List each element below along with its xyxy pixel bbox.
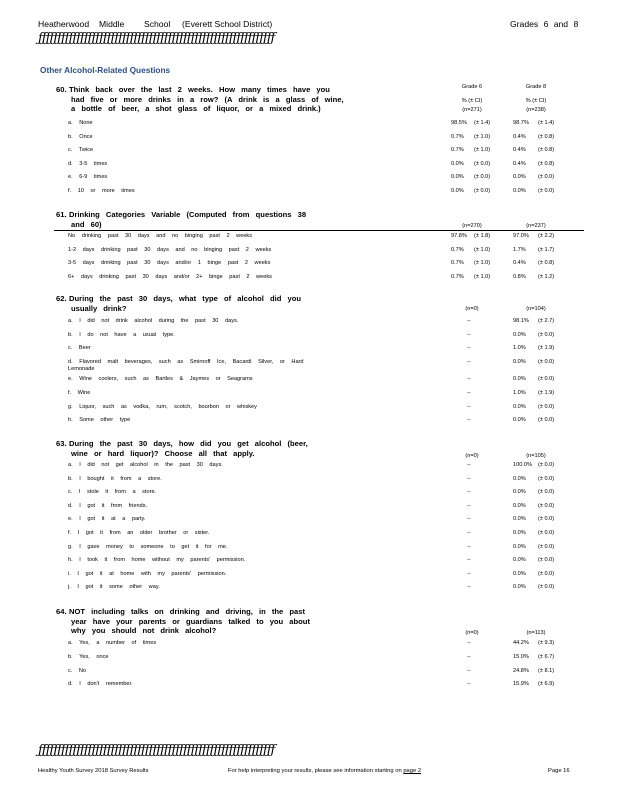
grade6-value: -- xyxy=(467,667,471,674)
grade8-value: 97.0% xyxy=(513,233,529,239)
grade8-confidence-interval: (± 0.0) xyxy=(538,187,555,194)
grade8-sample-size: (n=238) xyxy=(526,107,546,113)
grade8-confidence-interval: (± 0.0) xyxy=(538,584,555,591)
question-text-line: Drinking Categories Variable (Computed from questions 38 xyxy=(69,210,307,219)
grade8-confidence-interval: (± 1.9) xyxy=(538,390,555,396)
grade6-value: -- xyxy=(467,318,471,324)
grade8-value: 0.4% xyxy=(513,260,526,266)
grade8-confidence-interval: (± 0.0) xyxy=(538,376,555,383)
grade8-column-header: Grade 8 xyxy=(525,84,547,90)
grade8-confidence-interval: (± 0.8) xyxy=(538,160,555,167)
grade6-value: -- xyxy=(467,475,471,482)
grade8-value: 98.1% xyxy=(513,318,529,324)
bottom-decorative-rule: ƒƒƒƒƒƒƒƒƒƒƒƒƒƒƒƒƒƒƒƒƒƒƒƒƒƒƒƒƒƒƒƒƒƒƒƒƒƒƒƒƒƒƒƒƒƒƒƒƒƒƒƒƒƒƒƒƒƒƒƒƒƒ xyxy=(38,743,275,758)
grade8-value: 0.0% xyxy=(513,557,526,564)
grade8-confidence-interval: (± 0.0) xyxy=(538,403,555,410)
answer-option: a. I did not get alcohol in the past 30 days. xyxy=(68,462,223,468)
grade8-value: 0.0% xyxy=(513,187,526,194)
question-text-line: year have your parents or guardians talked to you about xyxy=(71,616,310,626)
grade6-value: -- xyxy=(467,403,471,410)
grade8-value: 1.7% xyxy=(513,246,526,253)
grade8-confidence-interval: (± 6.7) xyxy=(538,653,555,660)
grade8-value: 0.0% xyxy=(513,570,526,577)
grade8-value: 0.0% xyxy=(513,502,526,509)
grade6-value: 0.7% xyxy=(451,133,464,140)
grade6-confidence-interval: (± 1.4) xyxy=(474,120,491,126)
answer-option: f. Wine xyxy=(68,390,91,396)
school-name: Heatherwood xyxy=(38,19,90,29)
school-word: School xyxy=(144,19,171,29)
grades-label: Grades 6 and 8 xyxy=(510,19,579,29)
grade8-value: 0.0% xyxy=(513,489,526,496)
answer-option: f. I got it from an older brother or sister. xyxy=(68,530,210,536)
grade6-value: -- xyxy=(467,557,471,564)
grade6-value: -- xyxy=(467,417,471,424)
grade6-confidence-interval: (± 1.8) xyxy=(474,233,491,239)
question-text-line: why you should not drink alcohol? xyxy=(71,626,217,635)
grade8-confidence-interval: (± 0.0) xyxy=(538,462,555,468)
answer-option: g. Liquor, such as vodka, rum, scotch, bourbon or whiskey xyxy=(68,403,257,410)
grade8-confidence-interval: (± 1.9) xyxy=(538,345,555,352)
answer-option: j. I got it some other way. xyxy=(68,584,160,591)
grade6-confidence-interval: (± 1.0) xyxy=(474,273,491,280)
answer-option: b. I bought it from a store. xyxy=(68,475,162,482)
grade6-value: -- xyxy=(467,345,471,352)
question-text-line: had five or more drinks in a row? (A drink is a glass of wine, xyxy=(71,94,344,104)
grade8-confidence-interval: (± 9.3) xyxy=(538,640,555,646)
grade8-value: 0.0% xyxy=(513,174,526,180)
grade8-confidence-interval: (± 0.0) xyxy=(538,417,555,424)
grade6-confidence-interval: (± 1.0) xyxy=(474,147,491,153)
answer-option: b. I do not have a usual type. xyxy=(68,331,175,338)
grade8-value: 0.4% xyxy=(513,133,526,140)
grade8-pct-header: % (± CI) xyxy=(525,98,547,104)
grade6-pct-header: % (± CI) xyxy=(461,98,483,104)
answer-option: i. I got it at home with my parents' permission. xyxy=(68,570,227,577)
grade8-value: 100.0% xyxy=(513,462,532,468)
grade6-value: 97.8% xyxy=(451,233,467,239)
question-text-line: NOT including talks on drinking and driving, in the past xyxy=(69,607,305,616)
school-level: Middle xyxy=(99,19,125,29)
grade8-sample-size: (n=105) xyxy=(526,453,546,459)
footer-page-number: Page 16 xyxy=(548,768,570,774)
grade8-confidence-interval: (± 2.7) xyxy=(538,318,555,324)
grade6-value: 0.0% xyxy=(451,187,464,194)
grade6-value: -- xyxy=(467,653,471,660)
grade6-sample-size: (n=0) xyxy=(465,306,479,312)
answer-option: e. 6-9 times xyxy=(68,174,108,180)
grade8-confidence-interval: (± 0.8) xyxy=(538,147,555,153)
answer-option: c. No xyxy=(68,667,87,674)
grade8-value: 0.0% xyxy=(513,516,526,523)
grade8-confidence-interval: (± 6.9) xyxy=(538,681,555,688)
grade8-confidence-interval: (± 1.4) xyxy=(538,120,555,126)
section-title: Other Alcohol-Related Questions xyxy=(40,65,171,75)
grade6-column-header: Grade 6 xyxy=(461,84,483,90)
answer-option: c. I stole it from a store. xyxy=(68,489,157,496)
grade6-confidence-interval: (± 1.0) xyxy=(474,133,491,140)
question-number: 60. xyxy=(56,85,67,94)
answer-option-continued: Lemonade xyxy=(68,365,95,372)
grade8-confidence-interval: (± 0.0) xyxy=(538,570,555,577)
answer-option: c. Beer xyxy=(68,345,91,352)
grade6-value: -- xyxy=(467,331,471,338)
footer-help-link[interactable]: page 2 xyxy=(403,768,422,774)
grade8-value: 0.0% xyxy=(513,358,526,365)
grade6-sample-size: (n=271) xyxy=(462,107,482,113)
grade8-confidence-interval: (± 0.0) xyxy=(538,358,555,365)
grade8-confidence-interval: (± 0.0) xyxy=(538,530,555,536)
answer-option: b. Yes, once xyxy=(68,653,109,660)
grade6-confidence-interval: (± 0.0) xyxy=(474,174,491,180)
grade8-confidence-interval: (± 1.2) xyxy=(538,273,555,280)
answer-option: d. 3-5 times xyxy=(68,160,108,167)
grade6-sample-size: (n=0) xyxy=(465,453,479,459)
question-text-line: During the past 30 days, what type of alcohol did you xyxy=(69,294,301,303)
grade6-value: -- xyxy=(467,640,471,646)
grade8-value: 0.0% xyxy=(513,584,526,591)
grade8-value: 15.0% xyxy=(513,653,529,660)
grade6-value: 0.7% xyxy=(451,246,464,253)
grade8-value: 0.0% xyxy=(513,475,526,482)
grade6-confidence-interval: (± 1.0) xyxy=(474,246,491,253)
question-number: 61. xyxy=(56,210,67,219)
grade8-confidence-interval: (± 0.0) xyxy=(538,543,555,550)
grade8-value: 1.0% xyxy=(513,390,526,396)
grade8-value: 0.4% xyxy=(513,160,526,167)
grade6-confidence-interval: (± 1.0) xyxy=(474,260,491,266)
grade8-value: 0.8% xyxy=(513,273,526,280)
grade8-confidence-interval: (± 1.7) xyxy=(538,246,555,253)
question-number: 62. xyxy=(56,294,67,303)
question-divider xyxy=(54,230,584,231)
top-decorative-rule: ƒƒƒƒƒƒƒƒƒƒƒƒƒƒƒƒƒƒƒƒƒƒƒƒƒƒƒƒƒƒƒƒƒƒƒƒƒƒƒƒƒƒƒƒƒƒƒƒƒƒƒƒƒƒƒƒƒƒƒƒƒƒ xyxy=(38,31,275,46)
grade8-value: 0.4% xyxy=(513,147,526,153)
question-text-line: usually drink? xyxy=(71,303,127,313)
footer-help-text xyxy=(228,768,421,774)
grade8-value: 24.8% xyxy=(513,667,529,674)
grade6-value: -- xyxy=(467,584,471,591)
answer-option: 3-5 days drinking past 30 days and/or 1 binge past 2 weeks xyxy=(68,260,271,266)
answer-option: g. I gave money to someone to get it for me. xyxy=(68,543,228,550)
grade6-value: 0.0% xyxy=(451,160,464,167)
answer-option: b. Once xyxy=(68,133,93,140)
grade8-value: 0.0% xyxy=(513,403,526,410)
answer-option: d. I don't remember. xyxy=(68,681,133,688)
grade6-value: -- xyxy=(467,462,471,468)
grade8-value: 15.9% xyxy=(513,681,529,688)
grade8-confidence-interval: (± 0.0) xyxy=(538,331,555,338)
grade6-value: -- xyxy=(467,516,471,523)
grade6-value: -- xyxy=(467,390,471,396)
grade8-confidence-interval: (± 0.0) xyxy=(538,516,555,523)
answer-option: d. I got it from friends. xyxy=(68,502,148,509)
grade8-sample-size: (n=113) xyxy=(526,630,546,636)
grade6-value: -- xyxy=(467,570,471,577)
district-name: (Everett School District) xyxy=(182,19,273,29)
question-text-line: a bottle of beer, a shot glass of liquor, or a mixed drink.) xyxy=(71,104,321,113)
grade6-value: -- xyxy=(467,543,471,550)
answer-option: e. I got it at a party. xyxy=(68,516,146,523)
grade8-confidence-interval: (± 0.0) xyxy=(538,502,555,509)
footer-survey-title: Healthy Youth Survey 2018 Survey Results xyxy=(38,768,149,774)
grade8-confidence-interval: (± 0.0) xyxy=(538,174,555,180)
grade8-value: 1.0% xyxy=(513,345,526,352)
question-text-line: Think back over the last 2 weeks. How many times have you xyxy=(69,85,330,94)
grade6-confidence-interval: (± 0.0) xyxy=(474,187,491,194)
grade8-value: 44.2% xyxy=(513,640,529,646)
question-number: 63. xyxy=(56,439,67,448)
answer-option: h. Some other type xyxy=(68,417,131,424)
grade8-confidence-interval: (± 8.1) xyxy=(538,667,555,674)
grade8-confidence-interval: (± 0.0) xyxy=(538,557,555,564)
grade8-value: 98.7% xyxy=(513,120,529,126)
answer-option: a. Yes, a number of times xyxy=(68,640,157,646)
grade8-value: 0.0% xyxy=(513,543,526,550)
grade6-value: 98.5% xyxy=(451,120,467,126)
grade8-confidence-interval: (± 0.0) xyxy=(538,475,555,482)
grade6-value: -- xyxy=(467,358,471,365)
grade6-sample-size: (n=270) xyxy=(462,223,482,229)
grade6-value: 0.7% xyxy=(451,273,464,280)
answer-option: a. None xyxy=(68,120,93,126)
grade8-confidence-interval: (± 2.2) xyxy=(538,233,555,239)
answer-option: a. I did not drink alcohol during the past 30 days. xyxy=(68,318,239,324)
grade6-value: -- xyxy=(467,530,471,536)
grade8-value: 0.0% xyxy=(513,417,526,424)
grade6-value: 0.7% xyxy=(451,147,464,153)
question-number: 64. xyxy=(56,607,67,616)
grade6-value: -- xyxy=(467,489,471,496)
grade6-value: -- xyxy=(467,502,471,509)
grade6-value: 0.0% xyxy=(451,174,464,180)
answer-option: f. 10 or more times xyxy=(68,187,135,194)
grade6-value: -- xyxy=(467,681,471,688)
grade8-confidence-interval: (± 0.8) xyxy=(538,133,555,140)
question-text-line: and 60) xyxy=(71,219,102,229)
grade8-value: 0.0% xyxy=(513,331,526,338)
grade8-value: 0.0% xyxy=(513,530,526,536)
grade6-value: -- xyxy=(467,376,471,383)
answer-option: No drinking past 30 days and no binging past 2 weeks xyxy=(68,233,253,239)
grade8-sample-size: (n=237) xyxy=(526,223,546,229)
question-text-line: During the past 30 days, how did you get alcohol (beer, xyxy=(69,439,308,448)
question-text-line: wine or hard liquor)? Choose all that apply. xyxy=(71,448,255,458)
grade6-confidence-interval: (± 0.0) xyxy=(474,160,491,167)
answer-option: d. Flavored malt beverages, such as Smirnoff Ice, Bacardi Silver, or Hard xyxy=(68,358,304,365)
grade8-value: 0.0% xyxy=(513,376,526,383)
grade8-confidence-interval: (± 0.0) xyxy=(538,489,555,496)
answer-option: 6+ days drinking past 30 days and/or 2+ binge past 2 weeks xyxy=(68,273,272,280)
grade8-sample-size: (n=104) xyxy=(526,306,546,312)
footer-help-prefix: For help interpreting your results, please see information starting on xyxy=(228,768,402,774)
answer-option: c. Twice xyxy=(68,147,94,153)
answer-option: e. Wine coolers, such as Bartles & Jaymes or Seagrams xyxy=(68,376,253,383)
grade8-confidence-interval: (± 0.8) xyxy=(538,260,555,266)
answer-option: h. I took it from home without my parents' permission. xyxy=(68,557,246,564)
grade6-sample-size: (n=0) xyxy=(465,630,479,636)
answer-option: 1-2 days drinking past 30 days and no binging past 2 weeks xyxy=(68,246,272,253)
grade6-value: 0.7% xyxy=(451,260,464,266)
